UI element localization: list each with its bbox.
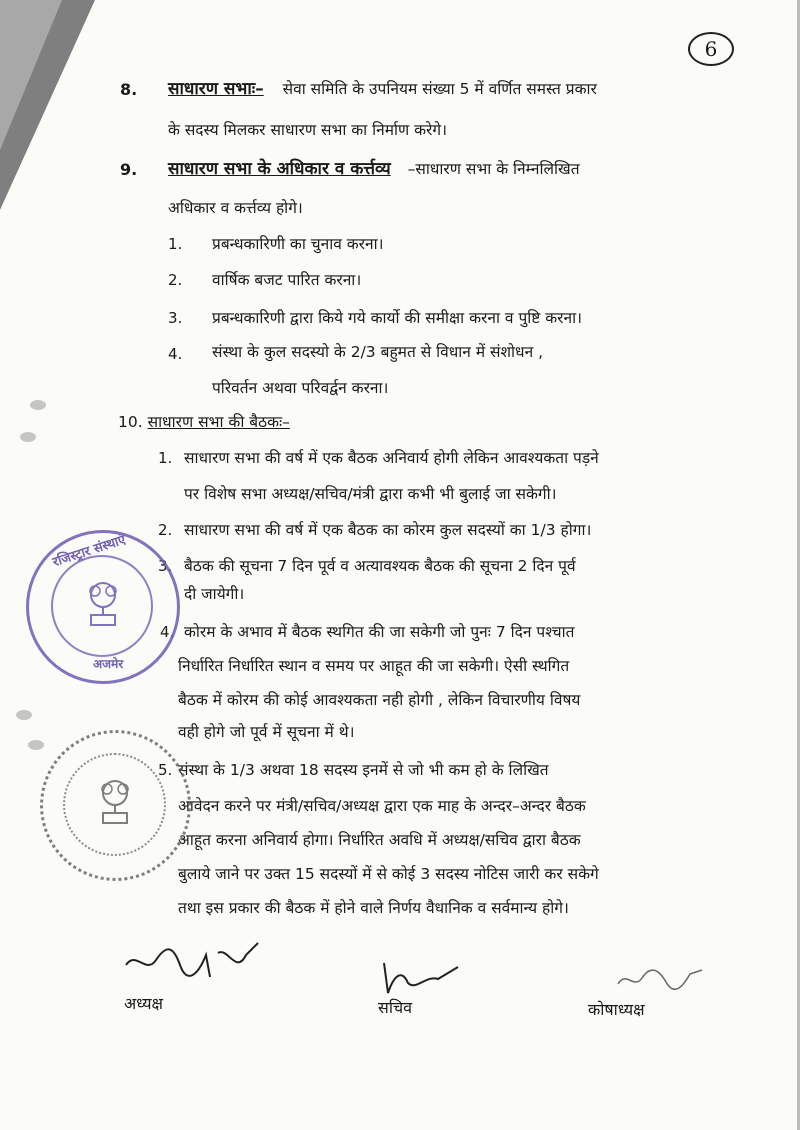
president-label: अध्यक्ष: [124, 994, 163, 1013]
list-item-number: 5.: [158, 761, 173, 779]
section-9-text: –साधारण सभा के निम्नलिखित: [407, 160, 580, 178]
list-item-number: 2.: [168, 271, 183, 289]
list-item: संस्था के कुल सदस्यो के 2/3 बहुमत से विधान में संशोधन ,: [212, 343, 544, 361]
punch-hole: [30, 400, 46, 410]
list-item-line: आहूत करना अनिवार्य होगा। निर्धारित अवधि में अध्यक्ष/सचिव द्वारा बैठक: [178, 831, 581, 849]
treasurer-label: कोषाध्यक्ष: [588, 1000, 645, 1019]
list-item: प्रबन्धकारिणी द्वारा किये गये कार्यो की समीक्षा करना व पुष्टि करना।: [212, 309, 582, 327]
punch-hole: [28, 740, 44, 750]
folded-corner-highlight: [0, 0, 62, 150]
secretary-signature: [376, 955, 466, 1000]
list-item-number: 4.: [168, 345, 183, 363]
section-8-text: सेवा समिति के उपनियम संख्या 5 में वर्णित समस्त प्रकार: [282, 80, 597, 98]
section-10-heading: साधारण सभा की बैठकः–: [147, 413, 290, 431]
list-item-number: 3.: [168, 309, 183, 327]
section-8-line1: [168, 79, 597, 99]
punch-hole: [16, 710, 32, 720]
secretary-label: सचिव: [378, 998, 413, 1017]
list-item-line: दी जायेगी।: [184, 585, 245, 603]
section-10-title: [118, 412, 290, 432]
section-10-number: 10.: [118, 413, 143, 431]
registrar-seal: [26, 530, 180, 684]
list-item-line: वही होगे जो पूर्व में सूचना में थे।: [178, 723, 355, 741]
list-item-number: 3.: [158, 557, 173, 575]
section-9-number: 9.: [120, 160, 138, 179]
list-item-number: 2.: [158, 521, 173, 539]
list-item-line: आवेदन करने पर मंत्री/सचिव/अध्यक्ष द्वारा एक माह के अन्दर–अन्दर बैठक: [178, 797, 586, 815]
list-item-number: 4.: [160, 623, 175, 641]
list-item-line: बुलाये जाने पर उक्त 15 सदस्यों में से कोई 3 सदस्य नोटिस जारी कर सकेगे: [178, 865, 599, 883]
emblem-icon: [93, 771, 137, 831]
section-9-heading: साधारण सभा के अधिकार व कर्त्तव्य: [168, 159, 391, 179]
president-signature: [118, 935, 268, 990]
list-item-line: बैठक की सूचना 7 दिन पूर्व व अत्यावश्यक बैठक की सूचना 2 दिन पूर्व: [184, 557, 576, 575]
seal-text-top: रजिस्ट्रार संस्थाएं: [50, 532, 128, 571]
page-number: 6: [688, 32, 734, 66]
seal-text-bottom: अजमेर: [93, 657, 124, 671]
section-9-line1: [168, 159, 580, 179]
section-8-line2: के सदस्य मिलकर साधारण सभा का निर्माण करेगे।: [168, 121, 448, 139]
list-item: प्रबन्धकारिणी का चुनाव करना।: [212, 235, 384, 253]
section-8-number: 8.: [120, 80, 138, 99]
emblem-icon: [81, 573, 125, 633]
office-seal: [40, 730, 191, 881]
section-9-line2: अधिकार व कर्त्तव्य होगे।: [168, 199, 303, 217]
list-item-line: बैठक में कोरम की कोई आवश्यकता नही होगी , लेकिन विचारणीय विषय: [178, 691, 581, 709]
section-8-heading: साधारण सभाः–: [168, 79, 264, 99]
list-item-line: कोरम के अभाव में बैठक स्थगित की जा सकेगी जो पुनः 7 दिन पश्चात: [184, 623, 575, 641]
list-item-line: पर विशेष सभा अध्यक्ष/सचिव/मंत्री द्वारा कभी भी बुलाई जा सकेगी।: [184, 485, 557, 503]
list-item-number: 1.: [168, 235, 183, 253]
list-item-line: साधारण सभा की वर्ष में एक बैठक अनिवार्य होगी लेकिन आवश्यकता पड़ने: [184, 449, 599, 467]
treasurer-signature: [610, 960, 710, 995]
list-item: वार्षिक बजट पारित करना।: [212, 271, 362, 289]
list-item-line: संस्था के 1/3 अथवा 18 सदस्य इनमें से जो भी कम हो के लिखित: [178, 761, 549, 779]
punch-hole: [20, 432, 36, 442]
list-item-number: 1.: [158, 449, 173, 467]
list-item-line: निर्धारित निर्धारित स्थान व समय पर आहूत की जा सकेगी। ऐसी स्थगित: [178, 657, 570, 675]
list-item-line: साधारण सभा की वर्ष में एक बैठक का कोरम कुल सदस्यों का 1/3 होगा।: [184, 521, 592, 539]
list-item-line: तथा इस प्रकार की बैठक में होने वाले निर्णय वैधानिक व सर्वमान्य होगे।: [178, 899, 569, 917]
list-item-continuation: परिवर्तन अथवा परिवर्द्वन करना।: [212, 379, 389, 397]
